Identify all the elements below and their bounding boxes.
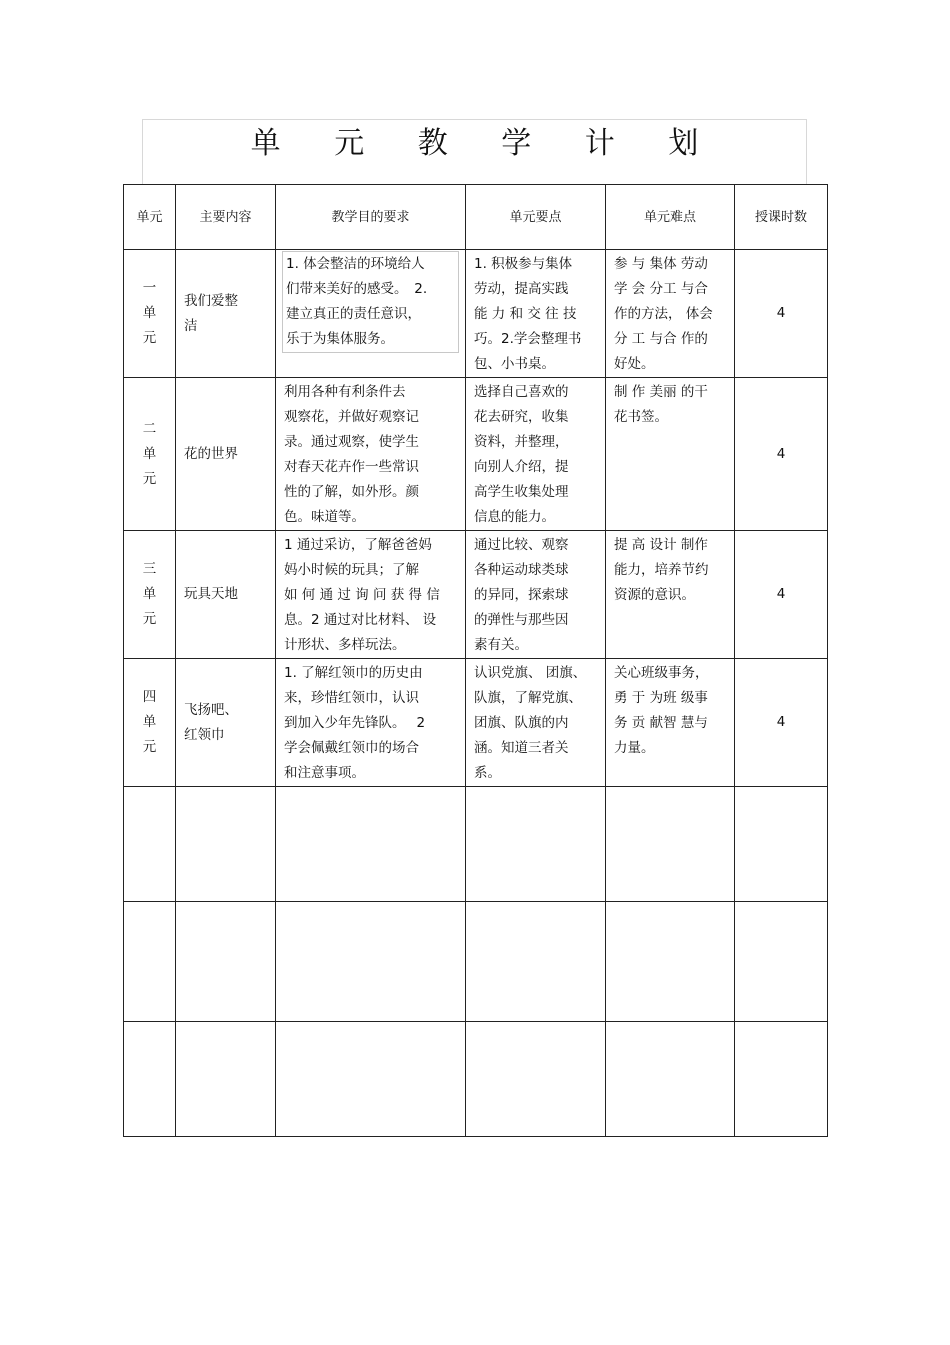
key-points-cell: 1. 积极参与集体 劳动，提高实践 能 力 和 交 往 技 巧。2.学会整理书 包、小书桌。 <box>466 250 606 378</box>
hours-cell: 4 <box>735 531 828 659</box>
topic-cell: 飞扬吧、 红领巾 <box>176 659 276 787</box>
goals-cell: 利用各种有利条件去 观察花，并做好观察记 录。通过观察，使学生 对春天花卉作一些常识 性的了解，如外形。颜 色。味道等。 <box>276 378 466 531</box>
key-points-cell: 选择自己喜欢的 花去研究，收集 资料，并整理， 向别人介绍，提 高学生收集处理 信息的能力。 <box>466 378 606 531</box>
goals-cell: 1 通过采访，了解爸爸妈 妈小时候的玩具；了解 如 何 通 过 询 问 获 得 信 息。2 通过对比材料、 设 计形状、多样玩法。 <box>276 531 466 659</box>
key-points-cell: 认识党旗、 团旗、 队旗，了解党旗、 团旗、队旗的内 涵。知道三者关 系。 <box>466 659 606 787</box>
page-title: 单 元 教 学 计 划 <box>250 126 721 161</box>
difficulties-cell: 提 高 设计 制作 能力，培养节约 资源的意识。 <box>606 531 735 659</box>
topic-cell: 我们爱整 洁 <box>176 250 276 378</box>
header-unit: 单元 <box>124 185 176 250</box>
hours-cell: 4 <box>735 659 828 787</box>
key-points-cell: 通过比较、观察 各种运动球类球 的异同，探索球 的弹性与那些因 素有关。 <box>466 531 606 659</box>
difficulties-cell: 参 与 集体 劳动 学 会 分工 与合 作的方法， 体会 分 工 与合 作的 好处。 <box>606 250 735 378</box>
table-row <box>124 659 828 787</box>
header-key-points: 单元要点 <box>466 185 606 250</box>
goals-textbox: 1. 体会整洁的环境给人 们带来美好的感受。 2. 建立真正的责任意识， 乐于为集体服务。 <box>282 251 459 353</box>
unit-cell: 四 单 元 <box>124 659 176 787</box>
hours-cell: 4 <box>735 250 828 378</box>
difficulties-cell: 制 作 美丽 的干 花书签。 <box>606 378 735 531</box>
empty-row <box>124 1022 828 1137</box>
header-goals: 教学目的要求 <box>276 185 466 250</box>
header-difficulties: 单元难点 <box>606 185 735 250</box>
header-content: 主要内容 <box>176 185 276 250</box>
title-box <box>142 119 807 184</box>
hours-cell: 4 <box>735 378 828 531</box>
goals-cell <box>276 250 466 378</box>
header-hours: 授课时数 <box>735 185 828 250</box>
table-header-row <box>124 185 828 250</box>
table-row <box>124 250 828 378</box>
topic-cell: 花的世界 <box>176 378 276 531</box>
topic-cell: 玩具天地 <box>176 531 276 659</box>
goals-cell: 1. 了解红领巾的历史由 来，珍惜红领巾，认识 到加入少年先锋队。 2 学会佩戴红领巾的场合 和注意事项。 <box>276 659 466 787</box>
unit-cell: 二 单 元 <box>124 378 176 531</box>
table-row <box>124 531 828 659</box>
empty-row <box>124 787 828 902</box>
difficulties-cell: 关心班级事务， 勇 于 为班 级事 务 贡 献智 慧与 力量。 <box>606 659 735 787</box>
unit-plan-table <box>123 184 828 1137</box>
table-row <box>124 378 828 531</box>
empty-row <box>124 902 828 1022</box>
unit-cell: 一 单 元 <box>124 250 176 378</box>
unit-cell: 三 单 元 <box>124 531 176 659</box>
